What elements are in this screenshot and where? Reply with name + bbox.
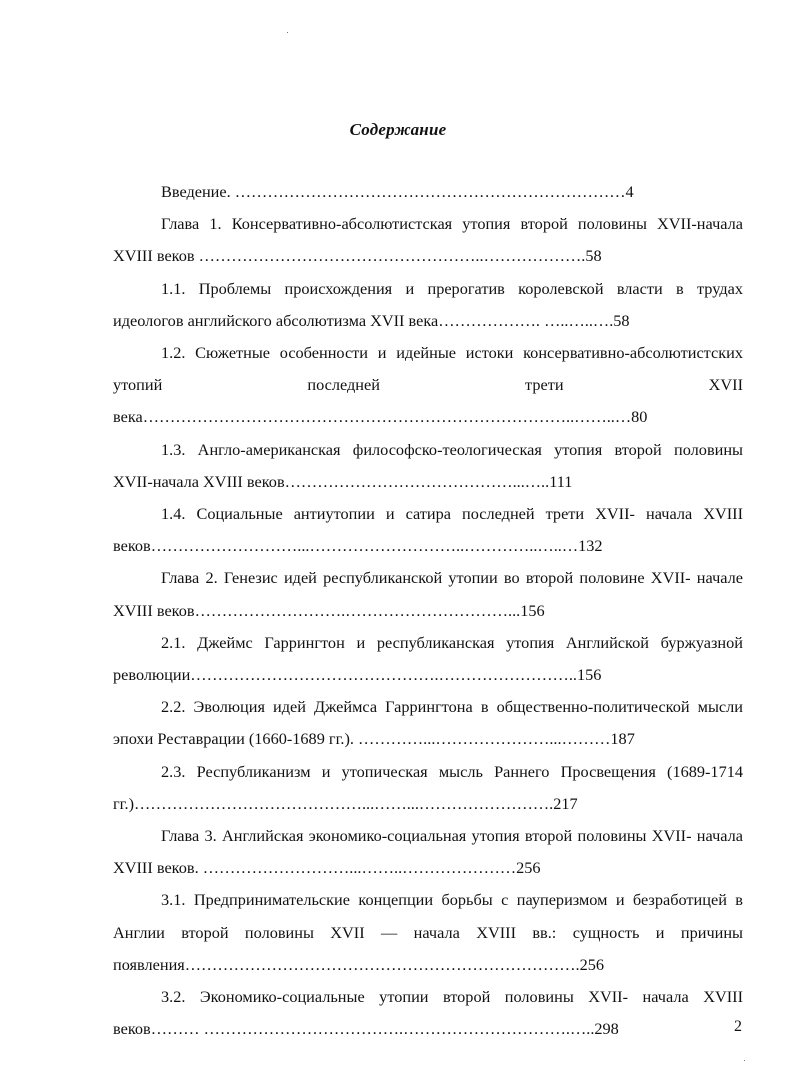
- toc-entry-chapter-2: Глава 2. Генезис идей республиканской утопии во второй половине XVII- начале XVIII веков……………………….…………………………...156: [113, 568, 743, 620]
- toc-entry-section-2-2: 2.2. Эволюция идей Джеймса Гаррингтона в общественно-политической мысли эпохи Реставрации (1660-1689 гг.). …………...…………………...………187: [113, 697, 743, 749]
- toc-entry-section-2-1: 2.1. Джеймс Гаррингтон и республиканская утопия Английской буржуазной революции……………………………………….……………………..156: [113, 632, 743, 685]
- table-of-contents: [113, 176, 743, 1045]
- toc-entry-section-1-3: 1.3. Англо-американская философско-теологическая утопия второй половины XVII-начала XVIII веков……………………………………...…..111: [113, 439, 743, 491]
- page-number: 2: [734, 1018, 742, 1035]
- scan-speck: [287, 32, 288, 33]
- toc-entry-section-1-4: 1.4. Социальные антиутопии и сатира последней трети XVII- начала XVIII веков………………………...………………………..…………..…..…132: [113, 504, 743, 556]
- toc-entry-section-1-1: 1.1. Проблемы происхождения и прерогатив королевской власти в трудах идеологов английского абсолютизма XVII века………………. …..…..….58: [113, 278, 743, 330]
- toc-entry-introduction: Введение. ………………………………………………………………4: [161, 182, 634, 201]
- toc-entry-section-1-2: 1.2. Сюжетные особенности и идейные истоки консервативно-абсолютистских утопий последней трети XVII века……………………………………………………………………..……..…80: [113, 343, 743, 427]
- scan-speck: [744, 1060, 745, 1061]
- toc-entry-section-3-2: 3.2. Экономико-социальные утопии второй половины XVII- начала XVIII веков……… ……………………………….………………………….…..298: [113, 987, 743, 1039]
- toc-entry-section-3-1: 3.1. Предпринимательские концепции борьбы с пауперизмом и безработицей в Англии второй половины XVII — начала XVIII вв.: сущность и причины появления……………………………………………………………….256: [113, 890, 743, 974]
- toc-title: Содержание: [349, 120, 447, 139]
- toc-entry-chapter-1: Глава 1. Консервативно-абсолютистская утопия второй половины XVII-начала XVIII веков ……………………………………………..……………….58: [113, 214, 743, 266]
- toc-entry-chapter-3: Глава 3. Английская экономико-социальная утопия второй половины XVII- начала XVIII веков. ………………………...……..…………………256: [113, 826, 743, 878]
- toc-entry-section-2-3: 2.3. Республиканизм и утопическая мысль Раннего Просвещения (1689-1714 гг.)……………………………………...……...…………………….217: [113, 761, 743, 813]
